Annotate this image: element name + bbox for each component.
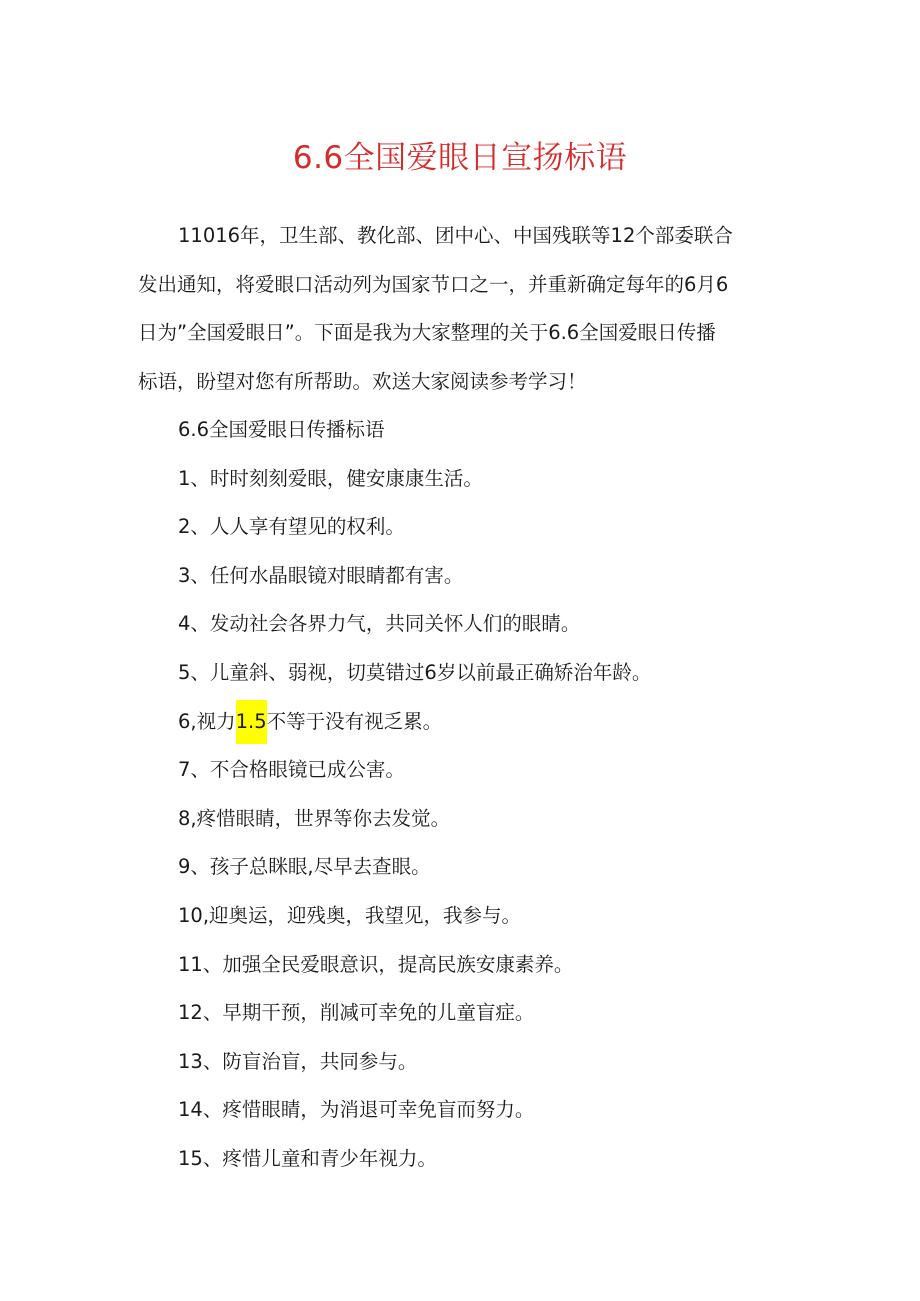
- list-item: 15、疼惜儿童和青少年视力。: [178, 1146, 437, 1170]
- slogan-6-prefix: 6,视力: [178, 709, 236, 733]
- intro-paragraph: [138, 212, 790, 406]
- slogan-list: [178, 406, 798, 1184]
- intro-line: 日为”全国爱眼日”。下面是我为大家整理的关于6.6全国爱眼日传播: [138, 321, 716, 345]
- list-item-highlighted: [178, 698, 798, 747]
- list-item: 1、时时刻刻爱眼，健安康康生活。: [178, 466, 483, 490]
- list-item: 4、发动社会各界力气，共同关怀人们的眼睛。: [178, 612, 581, 636]
- intro-line: 发出通知，将爱眼口活动列为国家节口之一，并重新确定每年的6月6: [138, 272, 729, 296]
- slogan-6-suffix: 不等于没有视乏累。: [266, 709, 443, 733]
- list-item: 3、任何水晶眼镜对眼睛都有害。: [178, 563, 464, 587]
- list-item: 7、不合格眼镜已成公害。: [178, 758, 405, 782]
- list-item: 11、加强全民爱眼意识，提高民族安康素养。: [178, 952, 574, 976]
- list-item: 10,迎奥运，迎残奥，我望见，我参与。: [178, 903, 522, 927]
- section-heading: 6.6全国爱眼日传播标语: [178, 418, 385, 441]
- list-item: 13、防盲治盲，共同参与。: [178, 1049, 418, 1073]
- list-item: 14、疼惜眼睛，为消退可幸免盲而努力。: [178, 1098, 535, 1122]
- list-item: 12、早期干预，削减可幸免的儿童盲症。: [178, 1001, 535, 1025]
- intro-line: 11016年，卫生部、教化部、团中心、中国残联等12个部委联合: [178, 224, 733, 247]
- list-item: 9、孩子总眯眼,尽早去查眼。: [178, 855, 431, 879]
- page-title: 6.6全国爱眼日宣扬标语: [292, 140, 628, 176]
- highlighted-text: 1.5: [236, 700, 267, 744]
- list-item: 5、儿童斜、弱视，切莫错过6岁以前最正确矫治年龄。: [178, 660, 652, 684]
- list-item: 2、人人享有望见的权利。: [178, 515, 405, 539]
- intro-line: 标语，盼望对您有所帮助。欢送大家阅读参考学习！: [138, 369, 587, 393]
- list-item: 8,疼惜眼睛，世界等你去发觉。: [178, 806, 451, 830]
